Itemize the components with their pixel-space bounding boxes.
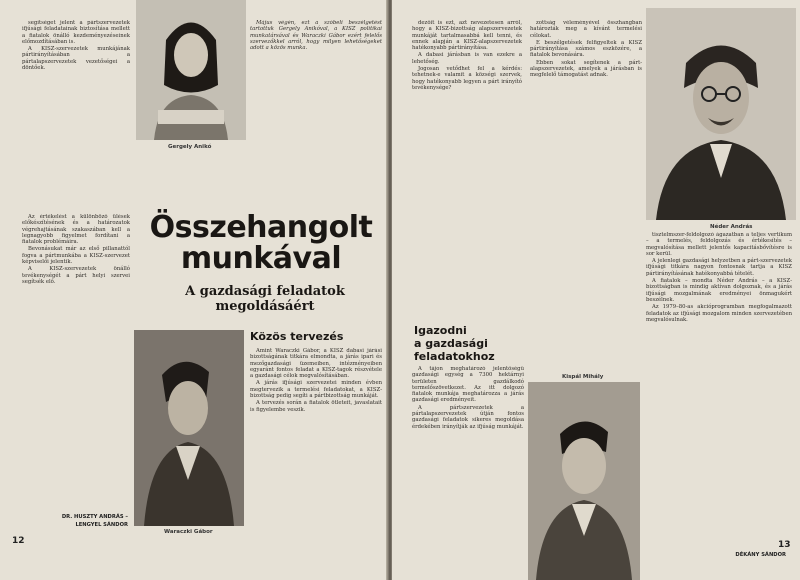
signature-author: DÉKÁNY SÁNDOR [735,552,786,558]
caption-kispal: Kispál Mihály [562,374,604,380]
paragraph: A pártszervezetek a pártalapszervezetek útján fontos gazdasági feladatok sikeres megoldása érdekében irányítják az ifjúság munkáját. [412,404,524,430]
paragraph: A jelenlegi gazdasági helyzetben a párt-szervezetek ifjúsági titkára nagyon fontosnak tartja a KISZ pártirányításának hatékonyabbá tételét. [646,258,792,277]
right-col-igazodni [412,366,524,566]
paragraph: tisztelmszer-feldolgozó ágazatban a teljes vertikum – a termelés, feldolgozás és értékesítés – megvalósítása mellett jelentős kapacitásbővítésre is sor kerül. [646,232,792,257]
paragraph: Jogosan vetődhet fel a kérdés: tehetnek-e valamit a községi szervek, hogy hatékonyabb legyen a párt irányító tevékenysége? [412,66,522,91]
subheadline: A gazdasági feladatok megoldásáért [185,284,345,314]
left-col1-bottom [22,214,130,510]
photo-neder-andras [646,8,796,220]
right-page [392,0,800,580]
paragraph: dezőit is ezt, azt nevezetesen arról, hogy a KISZ-bizottság alapszervezetek munkáját tartalmasabbá kell tenni, és ennek alapján a KISZ-alapszervezetek hatékonyabb pártirányítása. [412,20,522,52]
caption-waraczki: Waraczki Gábor [164,529,213,535]
paragraph: A KISZ-szervezetek önálló tevékenységét a párt helyi szervei segítsék elő. [22,266,130,285]
right-col2 [530,20,642,320]
photo-gergely-aniko [136,0,246,140]
section-title-line: Igazodni [414,324,467,337]
paragraph: A tervezés során a fiatalok ötleteit, javaslatait is figyelembe veszik. [250,400,382,413]
caption-gergely: Gergely Anikó [168,144,212,150]
left-col2-intro [250,20,382,148]
photo-waraczki-gabor [134,330,244,526]
page-number-left: 12 [12,536,25,546]
signature-authors-line1: DR. HUSZTY ANDRÁS – [61,514,128,520]
photo-kispal-mihaly [528,382,640,580]
paragraph: Ebben sokat segítenek a párt-alapszervezetek, amelyek a járásban is megfelelő támogatást adnak. [530,59,642,79]
right-col-neder [646,232,792,548]
paragraph: E beszélgetések felfigyeltek a KISZ pártirányítása számos eszközére, a fiatalok bevonására. [530,39,642,59]
page-number-right: 13 [778,540,791,550]
paragraph: segítséget jelent a pártszervezetek ifjúsági feladatainak biztosítása mellett a fiatalok önálló kezdeményezéseinek előmozdításában is. [22,20,130,45]
caption-neder: Néder András [710,224,753,230]
paragraph: A tájon meghatározó jelentőségű gazdasági egység a 7300 hektárnyi területen gazdálkodó termelőszövetkezet. Az itt dolgozó fiatalok munkája meghatározza a járás gazdasági eredményeit. [412,366,524,404]
paragraph: A dabasi járásban is van ezekre a lehetőség. [412,52,522,65]
paragraph: Az értékelést a különböző ülések előkészítésének és a határozatok végrehajtásának szakaszában kell a legnagyobb figyelmet fordítani a fiatalok problémáira. [22,214,130,246]
left-page [0,0,388,580]
paragraph: A KISZ-szervezetek munkájának pártirányításában a pártalapszervezetek vezetőségei a döntőek. [22,46,130,72]
headline: Összehangolt munkával [149,210,373,276]
paragraph: Az 1979–80-as akcióprogramban megfogalmazott feladatok az ifjúsági mozgalom minden szervezetében megvalósulnak. [646,304,792,323]
paragraph: Bevonásukat már az első pillanattól fogva a pártmunkába a KISZ-szervezet képviselői jelentik. [22,246,130,266]
paragraph: Amint Waraczki Gábor, a KISZ dabasi járási bizottságának titkára elmondta, a járás ipari és mezőgazdasági üzemeiben, intézményeiben egyaránt fontos feladat a KISZ-tagok részvétele a gazdasági célok megvalósításában. [250,348,382,380]
left-col1-top [22,20,130,210]
left-col-kozos [250,348,382,560]
section-title-line: a gazdasági [414,337,488,350]
paragraph: A járás ifjúsági szervezetei minden évben megtervezik a termelési feladatokat, a KISZ-bizottság pedig segíti a pártbizottság munkáját. [250,380,382,400]
section-title-igazodni [414,324,495,363]
signature-authors-line2: LENGYEL SÁNDOR [75,522,128,528]
paragraph: zottság véleményével összhangban határozták meg a kívánt termelési célokat. [530,20,642,39]
paragraph: A fiatalok – mondta Néder András – a KISZ-bizottságban is mindig aktívan dolgoznak, és a járás ifjúsági mozgalmának eredményei önmagukért beszélnek. [646,278,792,303]
paragraph: Május végén, ezt a szóbeli beszélgetést tartottuk Gergely Anikóval, a KISZ politikai munkatársával és Waraczki Gábor ezért felelős szervezőkkel arról, hogy milyen lehetőségeket adott a közös munka. [250,20,382,52]
section-title-line: feladatokhoz [414,350,495,363]
section-title-kozos-tervezes: Közös tervezés [250,330,344,343]
right-col1 [412,20,522,342]
